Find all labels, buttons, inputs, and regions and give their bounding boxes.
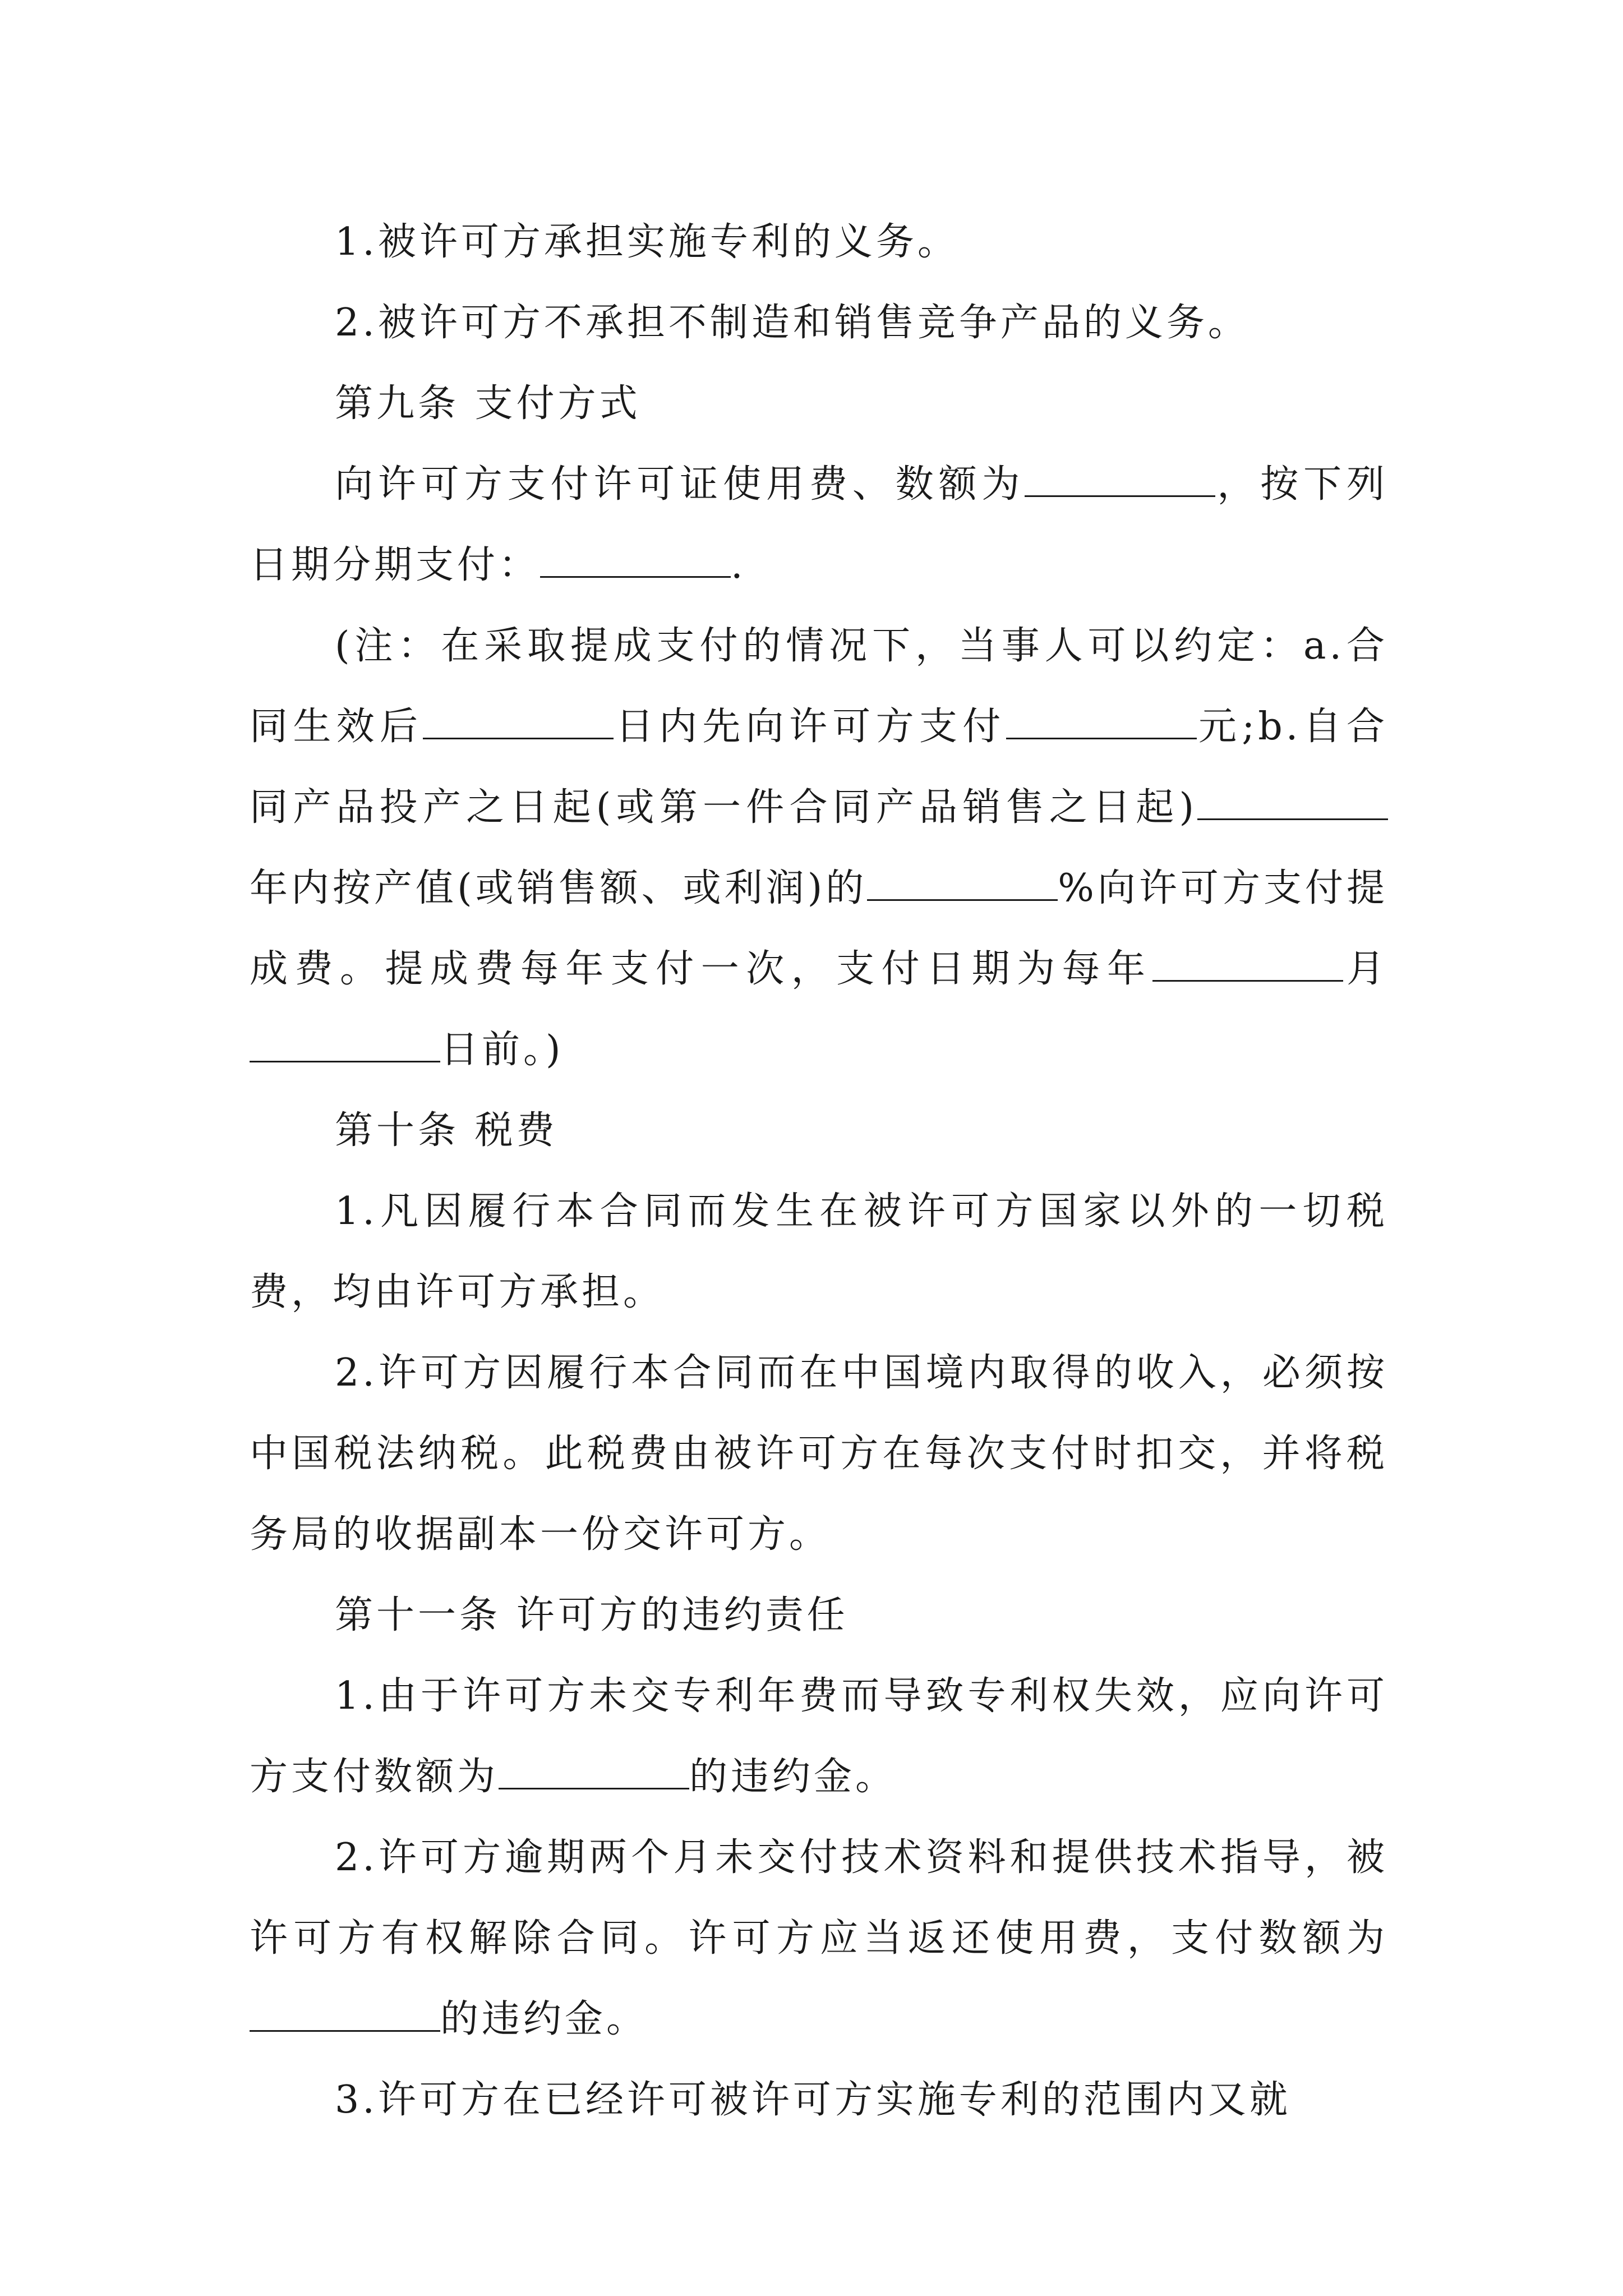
paragraph-text: 1.由于许可方未交专利年费而导致专利权失效，应向许可方支付数额为 <box>250 1674 1388 1799</box>
fill-blank-month[interactable] <box>1152 944 1343 982</box>
paragraph-text: (注：在采取提成支付的情况下，当事人可以约定：a.合同生效后 <box>250 624 1388 749</box>
fill-blank-years[interactable] <box>1197 783 1388 820</box>
paragraph-payment-note <box>250 606 1388 1091</box>
heading-text: 第十条 税费 <box>335 1108 558 1153</box>
fill-blank-percentage[interactable] <box>867 863 1058 901</box>
document-body <box>250 202 1388 2141</box>
fill-blank-days[interactable] <box>423 702 614 739</box>
paragraph-breach-3 <box>250 2060 1388 2141</box>
fill-blank-amount[interactable] <box>1025 459 1215 497</box>
paragraph-text: 月 <box>1343 947 1388 991</box>
paragraph-text: 2.许可方因履行本合同而在中国境内取得的收入，必须按中国税法纳税。此税费由被许可方在每次支付时扣交，并将税务局的收据副本一份交许可方。 <box>250 1351 1388 1557</box>
paragraph-tax-1 <box>250 1171 1388 1333</box>
fill-blank-penalty-1[interactable] <box>499 1752 689 1789</box>
paragraph-text: 的违约金。 <box>689 1755 897 1799</box>
fill-blank-dates[interactable] <box>540 540 731 578</box>
paragraph-text: 3.许可方在已经许可被许可方实施专利的范围内又就 <box>335 2078 1291 2122</box>
paragraph-breach-2 <box>250 1818 1388 2060</box>
article-11-heading <box>250 1575 1388 1656</box>
paragraph-payment-method <box>250 444 1388 606</box>
fill-blank-penalty-2[interactable] <box>250 1994 440 2032</box>
heading-text: 第十一条 许可方的违约责任 <box>335 1593 849 1637</box>
paragraph-text: 2.许可方逾期两个月未交付技术资料和提供技术指导，被许可方有权解除合同。许可方应当返还使用费，支付数额为 <box>250 1835 1388 1961</box>
paragraph-text: 向许可方支付许可证使用费、数额为 <box>335 462 1025 507</box>
paragraph-text: . <box>731 543 746 587</box>
paragraph-tax-2 <box>250 1333 1388 1575</box>
article-10-heading <box>250 1091 1388 1171</box>
paragraph-text: 日前。) <box>440 1028 564 1072</box>
paragraph-text: 日内先向许可方支付 <box>614 705 1006 749</box>
fill-blank-day[interactable] <box>250 1025 440 1062</box>
paragraph-text: 的违约金。 <box>440 1997 648 2041</box>
article-9-heading <box>250 364 1388 444</box>
paragraph-text: %向许可方支付提成费。提成费每年支付一次，支付日期为每年 <box>250 866 1388 991</box>
paragraph-text: ，按下列日期分期支付： <box>250 462 1388 587</box>
paragraph-obligation-1 <box>250 202 1388 283</box>
paragraph-text: 年内按产值(或销售额、或利润)的 <box>250 866 868 910</box>
paragraph-text: 1.被许可方承担实施专利的义务。 <box>335 220 959 264</box>
paragraph-text: 元;b.自合同产品投产之日起(或第一件合同产品销售之日起) <box>250 705 1388 830</box>
paragraph-text: 2.被许可方不承担不制造和销售竞争产品的义务。 <box>335 301 1249 345</box>
paragraph-obligation-2 <box>250 283 1388 364</box>
heading-text: 第九条 支付方式 <box>335 381 641 426</box>
paragraph-text: 1.凡因履行本合同而发生在被许可方国家以外的一切税费，均由许可方承担。 <box>250 1189 1388 1314</box>
fill-blank-initial-payment[interactable] <box>1006 702 1197 739</box>
paragraph-breach-1 <box>250 1656 1388 1818</box>
